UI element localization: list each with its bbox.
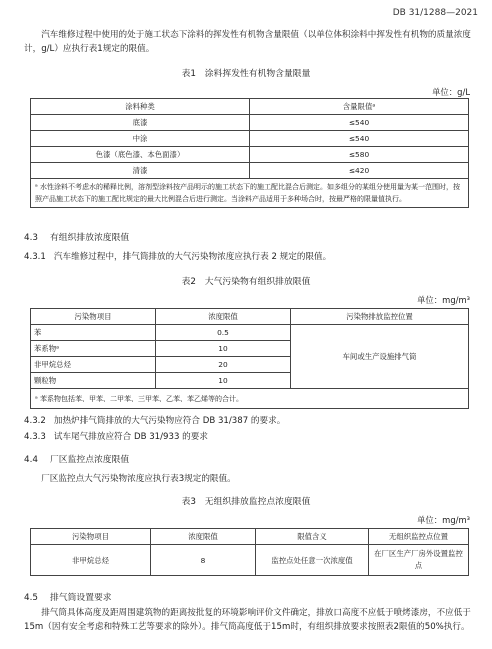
table2-header: 污染物排放监控位置 bbox=[291, 309, 469, 325]
para-4-3-2 bbox=[24, 414, 474, 428]
table-cell: 底漆 bbox=[31, 115, 250, 131]
table-cell: 中涂 bbox=[31, 131, 250, 147]
table-row bbox=[31, 131, 469, 147]
section-number: 4.5 bbox=[24, 593, 38, 603]
table-cell: 苯 bbox=[31, 325, 156, 341]
table-row bbox=[31, 115, 469, 131]
table-row bbox=[31, 545, 469, 576]
table-cell: 非甲烷总烃 bbox=[31, 545, 151, 576]
table-row bbox=[31, 163, 469, 179]
table2 bbox=[30, 308, 469, 409]
table3-header: 限值含义 bbox=[256, 529, 369, 545]
table3-caption: 表3 无组织排放监控点浓度限值 bbox=[181, 497, 311, 507]
table3-unit: 单位：mg/m³ bbox=[417, 515, 470, 525]
clause-text: 加热炉排气筒排放的大气污染物应符合 DB 31/387 的要求。 bbox=[53, 416, 286, 426]
table-cell: ≤420 bbox=[250, 163, 469, 179]
table-cell: 颗粒物 bbox=[31, 373, 156, 389]
para-4-5: 排气筒具体高度及距周围建筑物的距离按批复的环境影响评价文件确定，排放口高度不应低于喷烤漆房，不应低于15m（因有安全考虑和特殊工艺等要求的除外）。排气筒高度低于15m时，有组织排放要求按照表2限值的50%执行。 bbox=[24, 608, 471, 632]
section-4-4-heading bbox=[24, 452, 141, 465]
table1-caption: 表1 涂料挥发性有机物含量限量 bbox=[181, 69, 311, 79]
section-4-3-heading bbox=[24, 230, 141, 243]
section-4-5-heading bbox=[24, 590, 124, 603]
table-row bbox=[31, 147, 469, 163]
table-cell: 苯系物ᵃ bbox=[31, 341, 156, 357]
para-4-3-1 bbox=[24, 250, 474, 264]
table-cell: 8 bbox=[151, 545, 256, 576]
table1-note: ᵃ 水性涂料不考虑水的稀释比例，溶剂型涂料按产品明示的施工状态下的施工配比混合后测定。如多组分的某组分使用量为某一范围时，按照产品施工状态下的施工配比规定的最大比例混合后进行测定。当涂料产品适用于多种场合时，按最严格的限量值执行。 bbox=[31, 179, 469, 208]
table3 bbox=[30, 528, 469, 576]
para-4-3-3 bbox=[24, 430, 474, 444]
table2-caption: 表2 大气污染物有组织排放限值 bbox=[181, 277, 311, 287]
table1-header: 涂料种类 bbox=[31, 99, 250, 115]
table-cell: 20 bbox=[156, 357, 291, 373]
table2-header: 污染物项目 bbox=[31, 309, 156, 325]
clause-text: 汽车维修过程中，排气筒排放的大气污染物浓度应执行表 2 规定的限值。 bbox=[53, 252, 332, 262]
table-cell: ≤540 bbox=[250, 115, 469, 131]
table-row bbox=[31, 325, 469, 341]
section-number: 4.4 bbox=[24, 455, 38, 465]
table-cell: 清漆 bbox=[31, 163, 250, 179]
section-title: 厂区监控点浓度限值 bbox=[50, 455, 130, 465]
clause-number: 4.3.2 bbox=[24, 416, 46, 426]
doc-number: DB 31/1288—2021 bbox=[392, 8, 478, 18]
table3-header: 污染物项目 bbox=[31, 529, 151, 545]
table-cell: 监控点处任意一次浓度值 bbox=[256, 545, 369, 576]
table-cell: 色漆（底色漆、本色面漆） bbox=[31, 147, 250, 163]
table3-header: 无组织监控点位置 bbox=[369, 529, 469, 545]
table-cell: ≤580 bbox=[250, 147, 469, 163]
table-cell: 10 bbox=[156, 341, 291, 357]
clause-number: 4.3.3 bbox=[24, 432, 46, 442]
table-cell: 0.5 bbox=[156, 325, 291, 341]
table1 bbox=[30, 98, 469, 208]
section-title: 排气筒设置要求 bbox=[50, 593, 112, 603]
table-cell: 在厂区生产厂房外设置监控点 bbox=[369, 545, 469, 576]
table-cell: 10 bbox=[156, 373, 291, 389]
clause-text: 试车尾气排放应符合 DB 31/933 的要求 bbox=[53, 432, 208, 442]
table1-header: 含量限值ᵃ bbox=[250, 99, 469, 115]
table2-header: 浓度限值 bbox=[156, 309, 291, 325]
table3-header: 浓度限值 bbox=[151, 529, 256, 545]
table1-unit: 单位：g/L bbox=[432, 87, 470, 97]
intro-paragraph: 汽车维修过程中使用的处于施工状态下涂料的挥发性有机物含量限值（以单位体积涂料中挥发性有机物的质量浓度计，g/L）应执行表1规定的限值。 bbox=[24, 30, 471, 54]
section-title: 有组织排放浓度限值 bbox=[50, 233, 130, 243]
para-4-4: 厂区监控点大气污染物浓度应执行表3规定的限值。 bbox=[41, 474, 236, 484]
table-cell: ≤540 bbox=[250, 131, 469, 147]
clause-number: 4.3.1 bbox=[24, 252, 46, 262]
table2-note: ᵃ 苯系物包括苯、甲苯、二甲苯、三甲苯、乙苯、苯乙烯等的合计。 bbox=[31, 389, 469, 409]
monitoring-location-cell: 车间或生产设施排气筒 bbox=[291, 325, 469, 389]
table2-unit: 单位：mg/m³ bbox=[417, 295, 470, 305]
section-number: 4.3 bbox=[24, 233, 38, 243]
table-cell: 非甲烷总烃 bbox=[31, 357, 156, 373]
